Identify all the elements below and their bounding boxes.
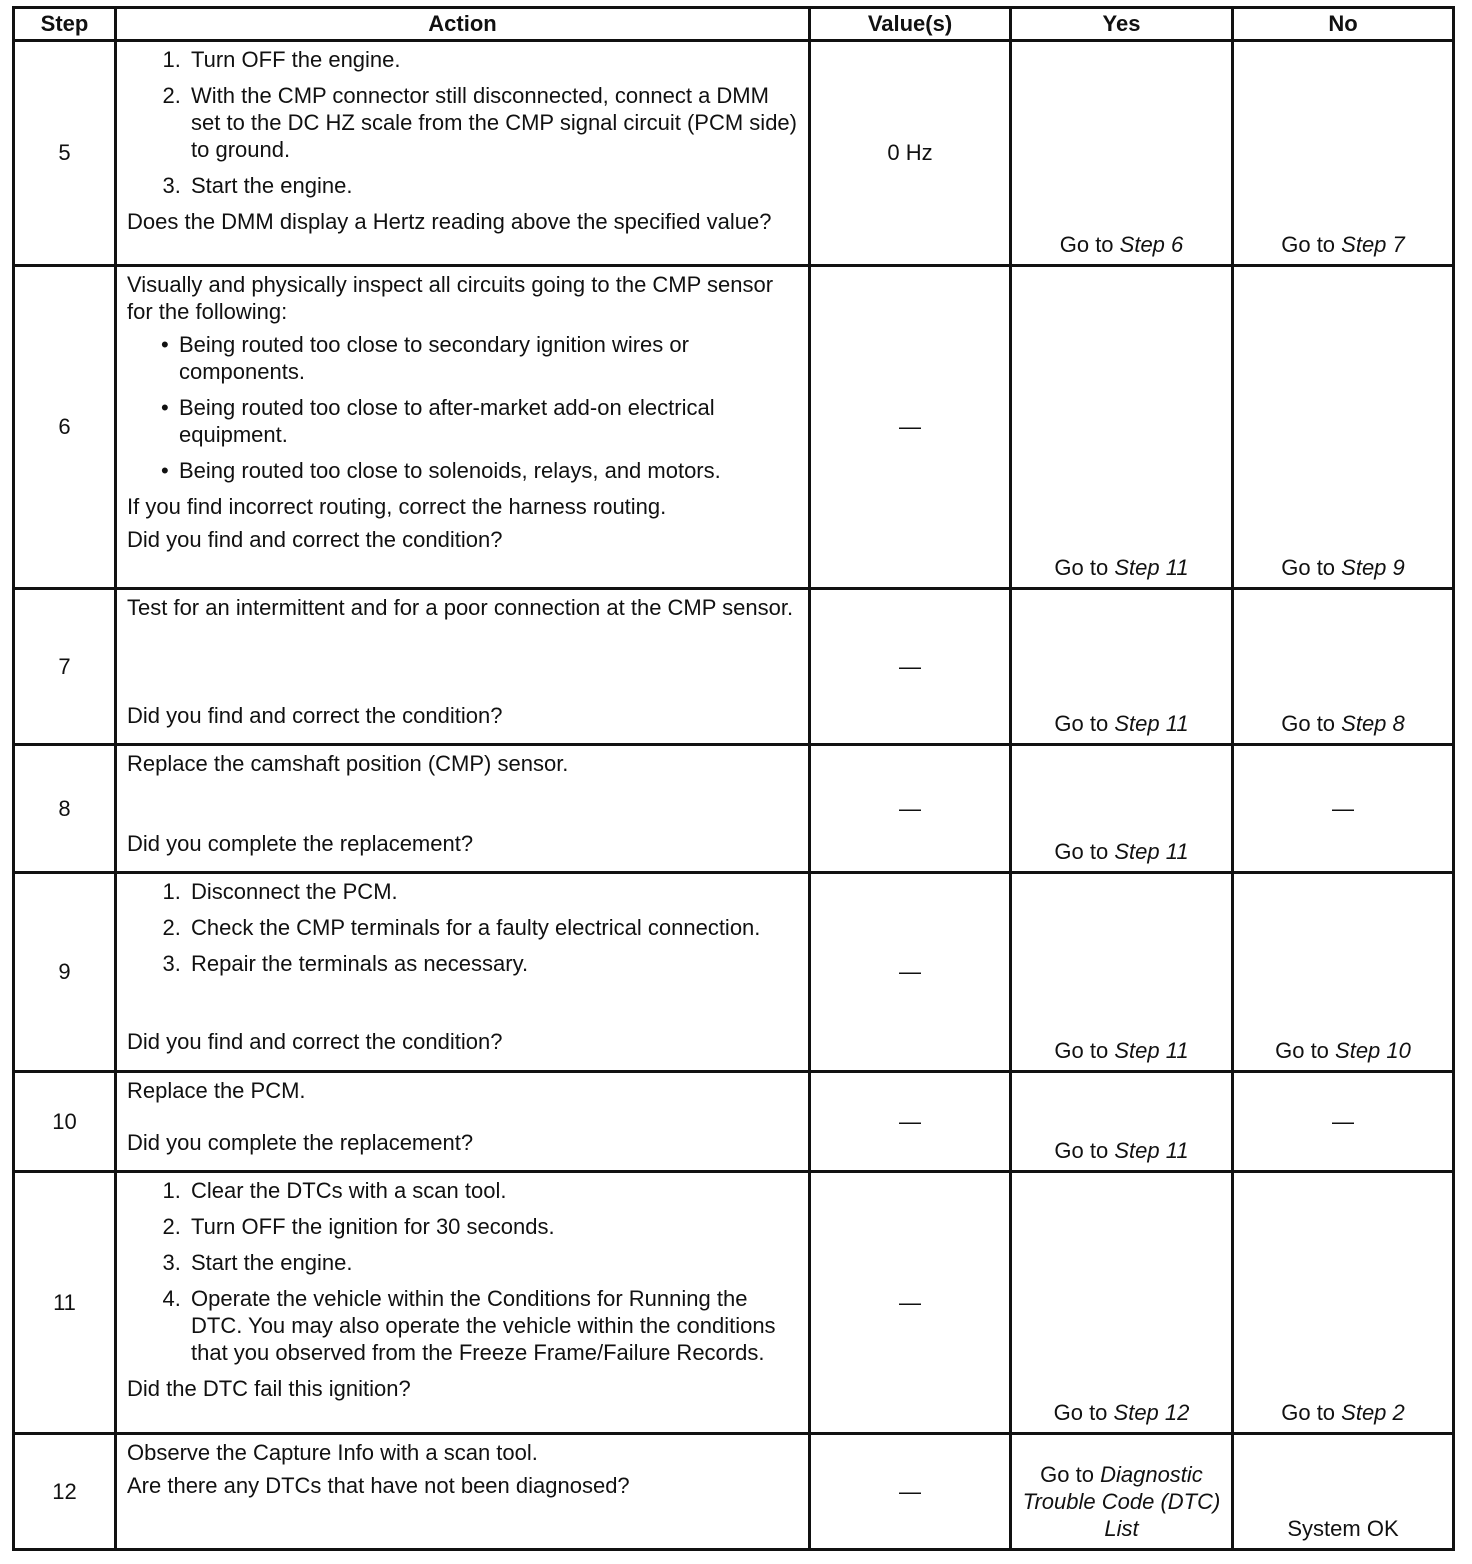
action-step: 3. Start the engine. <box>187 172 798 199</box>
no-prefix: Go to <box>1281 1400 1342 1425</box>
value-cell: 0 Hz <box>810 41 1011 266</box>
action-bullet: • Being routed too close to solenoids, relays, and motors. <box>179 457 798 484</box>
no-cell <box>1233 266 1454 589</box>
action-cell <box>116 1172 810 1434</box>
step-number: 7 <box>14 589 116 745</box>
no-cell: System OK <box>1233 1434 1454 1550</box>
no-prefix: Go to <box>1281 555 1342 580</box>
action-intro: Test for an intermittent and for a poor connection at the CMP sensor. <box>127 595 794 620</box>
no-step-link[interactable]: Step 8 <box>1341 711 1405 736</box>
yes-step-link[interactable]: Step 11 <box>1114 555 1189 580</box>
yes-prefix: Go to <box>1054 1138 1115 1163</box>
action-step: 2. With the CMP connector still disconnected, connect a DMM set to the DC HZ scale from the CMP signal circuit (PCM side) to ground. <box>187 82 798 163</box>
table-row-step-8 <box>14 745 1454 873</box>
action-bullet: • Being routed too close to secondary ignition wires or components. <box>179 331 798 385</box>
diagnostic-table-sheet <box>12 6 1452 1551</box>
action-question: Does the DMM display a Hertz reading above the specified value? <box>127 209 772 234</box>
value-cell: — <box>810 589 1011 745</box>
action-step: 3. Repair the terminals as necessary. <box>187 950 798 977</box>
no-cell <box>1233 1172 1454 1434</box>
action-question: Did you complete the replacement? <box>127 1130 474 1155</box>
yes-prefix: Go to <box>1040 1462 1101 1487</box>
action-question: Did you find and correct the condition? <box>127 1029 503 1054</box>
header-step: Step <box>14 8 116 41</box>
yes-cell <box>1011 873 1233 1072</box>
step-number: 12 <box>14 1434 116 1550</box>
value-cell: — <box>810 873 1011 1072</box>
action-question: Did the DTC fail this ignition? <box>127 1376 411 1401</box>
yes-prefix: Go to <box>1054 1038 1115 1063</box>
header-no: No <box>1233 8 1454 41</box>
value-cell: — <box>810 1072 1011 1172</box>
step-number: 11 <box>14 1172 116 1434</box>
action-cell <box>116 1434 810 1550</box>
action-steps <box>127 878 798 1028</box>
yes-step-link[interactable]: Step 11 <box>1114 711 1189 736</box>
action-intro: Replace the PCM. <box>127 1078 306 1103</box>
yes-prefix: Go to <box>1059 232 1120 257</box>
yes-step-link[interactable]: Step 11 <box>1114 1138 1189 1163</box>
action-steps <box>127 1177 798 1366</box>
yes-prefix: Go to <box>1054 555 1115 580</box>
step-number: 9 <box>14 873 116 1072</box>
yes-cell <box>1011 1172 1233 1434</box>
action-bullets <box>127 331 798 484</box>
yes-cell <box>1011 745 1233 873</box>
yes-cell <box>1011 1434 1233 1550</box>
action-question: Did you find and correct the condition? <box>127 703 503 728</box>
yes-cell <box>1011 1072 1233 1172</box>
action-cell <box>116 589 810 745</box>
action-question: Did you complete the replacement? <box>127 831 474 856</box>
action-step: 4. Operate the vehicle within the Conditions for Running the DTC. You may also operate the vehicle within the conditions that you observed from the Freeze Frame/Failure Records. <box>187 1285 798 1366</box>
no-step-link[interactable]: Step 10 <box>1335 1038 1411 1063</box>
step-number: 5 <box>14 41 116 266</box>
action-cell <box>116 745 810 873</box>
table-row-step-11 <box>14 1172 1454 1434</box>
no-prefix: Go to <box>1281 711 1342 736</box>
diagnostic-table <box>12 6 1455 1551</box>
action-cell <box>116 873 810 1072</box>
yes-dtc-list-link[interactable]: Diagnostic Trouble Code (DTC) List <box>1022 1462 1221 1541</box>
action-question: Did you find and correct the condition? <box>127 527 503 552</box>
step-number: 8 <box>14 745 116 873</box>
action-step: 3. Start the engine. <box>187 1249 798 1276</box>
no-cell: — <box>1233 1072 1454 1172</box>
value-cell: — <box>810 1434 1011 1550</box>
no-step-link[interactable]: Step 9 <box>1341 555 1405 580</box>
yes-step-link[interactable]: Step 12 <box>1113 1400 1190 1425</box>
table-row-step-7 <box>14 589 1454 745</box>
yes-step-link[interactable]: Step 11 <box>1114 1038 1189 1063</box>
table-row-step-6 <box>14 266 1454 589</box>
table-row-step-5 <box>14 41 1454 266</box>
action-step: 2. Turn OFF the ignition for 30 seconds. <box>187 1213 798 1240</box>
yes-cell <box>1011 589 1233 745</box>
yes-prefix: Go to <box>1053 1400 1114 1425</box>
yes-step-link[interactable]: Step 6 <box>1119 232 1184 257</box>
action-intro: Replace the camshaft position (CMP) sensor. <box>127 751 569 776</box>
table-row-step-9 <box>14 873 1454 1072</box>
action-steps <box>127 46 798 199</box>
step-number: 6 <box>14 266 116 589</box>
value-cell: — <box>810 266 1011 589</box>
header-yes: Yes <box>1011 8 1233 41</box>
action-intro: Observe the Capture Info with a scan tool. <box>127 1440 538 1465</box>
yes-cell <box>1011 266 1233 589</box>
value-cell: — <box>810 745 1011 873</box>
yes-prefix: Go to <box>1054 839 1115 864</box>
action-intro: Visually and physically inspect all circuits going to the CMP sensor for the following: <box>127 272 774 324</box>
action-step: 1. Clear the DTCs with a scan tool. <box>187 1177 798 1204</box>
header-row <box>14 8 1454 41</box>
action-step: 1. Disconnect the PCM. <box>187 878 798 905</box>
header-action: Action <box>116 8 810 41</box>
action-cell <box>116 266 810 589</box>
no-prefix: Go to <box>1275 1038 1336 1063</box>
action-note: If you find incorrect routing, correct the harness routing. <box>127 494 667 519</box>
action-step: 2. Check the CMP terminals for a faulty electrical connection. <box>187 914 798 941</box>
yes-step-link[interactable]: Step 11 <box>1114 839 1189 864</box>
action-step: 1. Turn OFF the engine. <box>187 46 798 73</box>
action-cell <box>116 41 810 266</box>
table-row-step-10 <box>14 1072 1454 1172</box>
action-cell <box>116 1072 810 1172</box>
no-step-link[interactable]: Step 2 <box>1341 1400 1405 1425</box>
table-row-step-12 <box>14 1434 1454 1550</box>
no-step-link[interactable]: Step 7 <box>1341 232 1405 257</box>
action-question: Are there any DTCs that have not been diagnosed? <box>127 1473 630 1498</box>
yes-prefix: Go to <box>1054 711 1115 736</box>
action-bullet: • Being routed too close to after-market add-on electrical equipment. <box>179 394 798 448</box>
no-cell <box>1233 873 1454 1072</box>
step-number: 10 <box>14 1072 116 1172</box>
no-cell: — <box>1233 745 1454 873</box>
header-values: Value(s) <box>810 8 1011 41</box>
value-cell: — <box>810 1172 1011 1434</box>
no-prefix: Go to <box>1281 232 1342 257</box>
no-cell <box>1233 41 1454 266</box>
yes-cell <box>1011 41 1233 266</box>
no-cell <box>1233 589 1454 745</box>
